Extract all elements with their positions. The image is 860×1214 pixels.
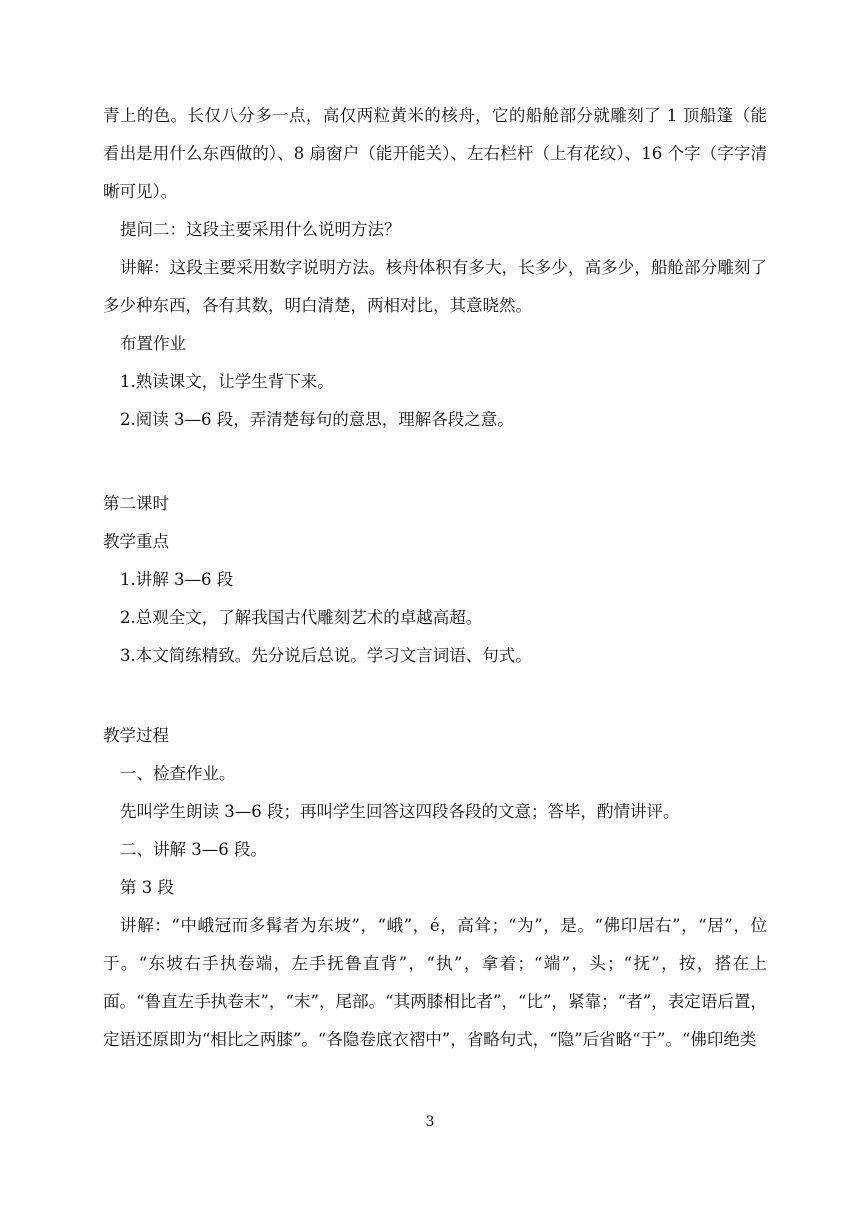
- question-two: 提问二：这段主要采用什么说明方法？: [120, 220, 401, 239]
- homework-heading: 布置作业: [120, 334, 186, 353]
- process-step-2: 二、讲解 3—6 段。: [120, 840, 267, 859]
- homework-item-2: 2.阅读 3—6 段，弄清楚每句的意思，理解各段之意。: [120, 410, 514, 429]
- paragraph-continuation: 青上的色。长仅八分多一点，高仅两粒黄米的核舟，它的船舱部分就雕刻了 1 顶船篷（能看出是用什么东西做的）、8 扇窗户（能开能关）、左右栏杆（上有花纹）、16 个字（字字清晰可见）。: [103, 106, 767, 201]
- process-step-1-detail: 先叫学生朗读 3—6 段；再叫学生回答这四段各段的文意；答毕，酌情讲评。: [120, 802, 680, 821]
- focus-item-1: 1.讲解 3—6 段: [120, 570, 234, 589]
- process-step-1: 一、检查作业。: [120, 764, 236, 783]
- teaching-process-heading: 教学过程: [103, 726, 169, 745]
- document-body: [103, 97, 767, 1059]
- paragraph-3-heading: 第 3 段: [120, 878, 174, 897]
- explanation-paragraph: 讲解：这段主要采用数字说明方法。核舟体积有多大，长多少，高多少，船舱部分雕刻了多少种东西，各有其数，明白清楚，两相对比，其意晓然。: [103, 258, 767, 315]
- page-number: 3: [425, 1114, 435, 1130]
- focus-item-2: 2.总观全文，了解我国古代雕刻艺术的卓越高超。: [120, 608, 483, 627]
- section-gap: [103, 675, 767, 717]
- paragraph-3-explanation: 讲解：“中峨冠而多髯者为东坡”，“峨”，é，高耸；“为”，是。“佛印居右”，“居”，位于。“东坡右手执卷端，左手抚鲁直背”，“执”，拿着；“端”，头；“抚”，按，搭在上面。“鲁直左手执卷末”，“末”，尾部。“其两膝相比者”，“比”，紧靠；“者”，表定语后置，定语还原即为“相比之两膝”。“各隐卷底衣褶中”，省略句式，“隐”后省略“于”。“佛印绝类: [103, 916, 767, 1049]
- homework-item-1: 1.熟读课文，让学生背下来。: [120, 372, 334, 391]
- second-lesson-heading: 第二课时: [103, 494, 169, 513]
- section-gap: [103, 439, 767, 485]
- focus-item-3: 3.本文简练精致。先分说后总说。学习文言词语、句式。: [120, 646, 532, 665]
- teaching-focus-heading: 教学重点: [103, 532, 169, 551]
